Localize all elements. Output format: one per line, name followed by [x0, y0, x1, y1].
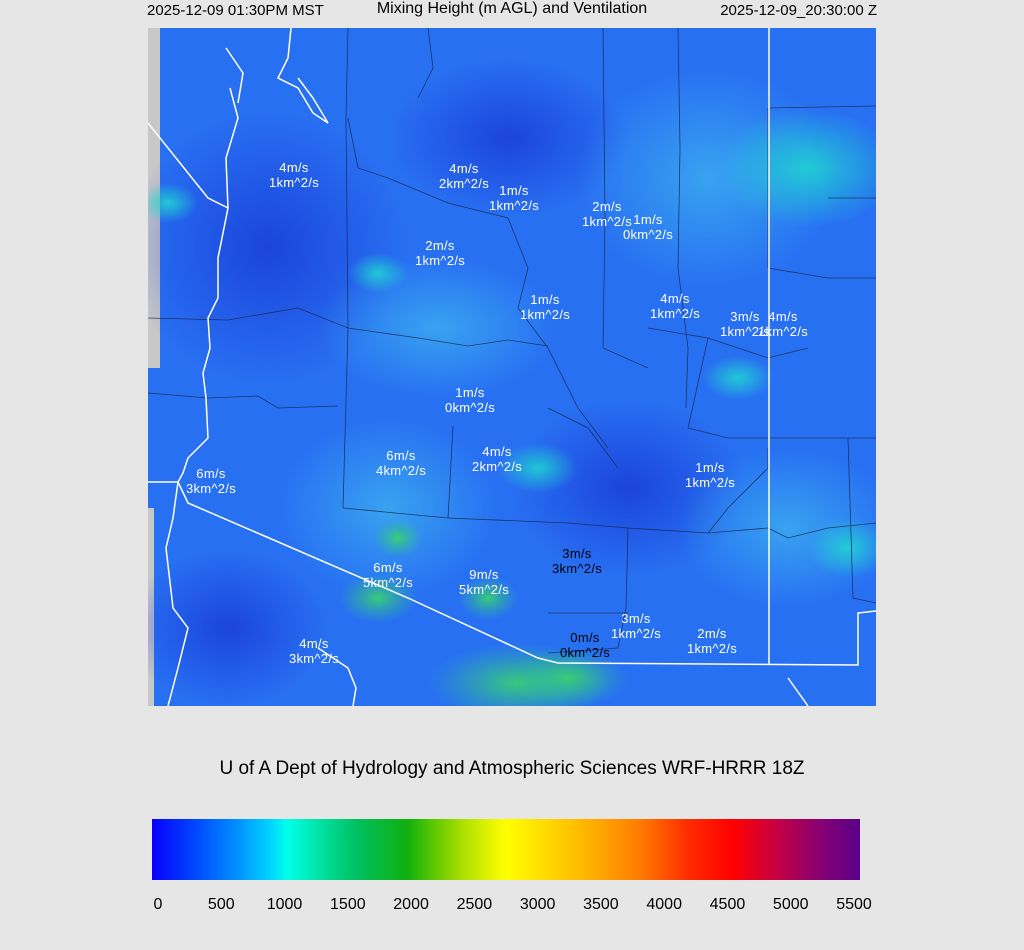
wind-speed-text: 4m/s	[279, 160, 309, 175]
ventilation-label	[685, 460, 735, 490]
ventilation-label	[472, 444, 522, 474]
ventilation-label	[363, 560, 413, 590]
ventilation-label	[445, 385, 495, 415]
ventilation-label	[650, 291, 700, 321]
colorbar-tick-label: 2000	[393, 896, 429, 913]
ventilation-rate-text: 2km^2/s	[438, 176, 490, 191]
ventilation-label	[376, 448, 426, 478]
ventilation-rate-text: 3km^2/s	[551, 561, 603, 576]
ventilation-rate-text: 1km^2/s	[649, 306, 701, 321]
ventilation-rate-text: 1km^2/s	[719, 324, 771, 339]
ventilation-rate-text: 5km^2/s	[458, 582, 510, 597]
wind-speed-text: 1m/s	[695, 460, 725, 475]
ventilation-label	[520, 292, 570, 322]
model-credit: U of A Dept of Hydrology and Atmospheric Sciences WRF-HRRR 18Z	[219, 758, 805, 779]
colorbar-tick-label: 4000	[646, 896, 682, 913]
wind-speed-text: 4m/s	[768, 309, 798, 324]
valid-time-local: 2025-12-09 01:30PM MST	[147, 2, 324, 19]
wind-speed-text: 4m/s	[449, 161, 479, 176]
ventilation-rate-text: 1km^2/s	[610, 626, 662, 641]
wind-speed-text: 4m/s	[660, 291, 690, 306]
wind-speed-text: 4m/s	[299, 636, 329, 651]
wind-speed-text: 1m/s	[499, 183, 529, 198]
wind-speed-text: 1m/s	[455, 385, 485, 400]
wind-speed-text: 1m/s	[633, 212, 663, 227]
ventilation-label	[186, 466, 236, 496]
ventilation-rate-text: 4km^2/s	[375, 463, 427, 478]
wind-speed-text: 2m/s	[425, 238, 455, 253]
ventilation-rate-text: 1km^2/s	[757, 324, 809, 339]
colorbar-tick-label: 4500	[709, 896, 746, 913]
wind-speed-text: 3m/s	[562, 546, 592, 561]
ventilation-label	[289, 636, 339, 666]
ventilation-rate-text: 1km^2/s	[414, 253, 466, 268]
wind-speed-text: 2m/s	[697, 626, 727, 641]
ventilation-label	[439, 161, 489, 191]
wind-speed-text: 6m/s	[373, 560, 403, 575]
ventilation-label	[269, 160, 319, 190]
wind-speed-text: 2m/s	[592, 199, 622, 214]
ventilation-label	[611, 611, 661, 641]
colorbar-tick-label: 3500	[583, 896, 619, 913]
ventilation-label	[687, 626, 737, 656]
wind-speed-text: 0m/s	[570, 630, 600, 645]
ventilation-rate-text: 1km^2/s	[268, 175, 320, 190]
ventilation-rate-text: 1km^2/s	[519, 307, 571, 322]
colorbar-tick-label: 500	[207, 896, 235, 913]
ventilation-label	[560, 630, 610, 660]
map-field	[148, 28, 876, 706]
colorbar-tick-label: 2500	[456, 896, 493, 913]
ventilation-rate-text: 2km^2/s	[471, 459, 523, 474]
ventilation-label	[415, 238, 465, 268]
map-title: Mixing Height (m AGL) and Ventilation	[376, 0, 648, 17]
mixing-height-colorbar	[152, 819, 860, 880]
colorbar-tick-label: 0	[153, 896, 163, 913]
wind-speed-text: 1m/s	[530, 292, 560, 307]
ventilation-rate-text: 5km^2/s	[362, 575, 414, 590]
ventilation-label	[459, 567, 509, 597]
ventilation-rate-text: 3km^2/s	[185, 481, 237, 496]
wind-speed-text: 9m/s	[469, 567, 499, 582]
ventilation-rate-text: 1km^2/s	[686, 641, 738, 656]
wind-speed-text: 3m/s	[621, 611, 651, 626]
mixing-height-map	[148, 28, 876, 706]
ventilation-rate-text: 1km^2/s	[684, 475, 736, 490]
valid-time-utc: 2025-12-09_20:30:00 Z	[720, 2, 877, 19]
colorbar-tick-label: 1500	[330, 896, 366, 913]
ventilation-rate-text: 0km^2/s	[444, 400, 496, 415]
ventilation-label	[758, 309, 808, 339]
wind-speed-text: 3m/s	[730, 309, 760, 324]
colorbar-tick-label: 5000	[772, 896, 809, 913]
ventilation-label	[489, 183, 539, 213]
ventilation-rate-text: 1km^2/s	[488, 198, 540, 213]
ventilation-label	[552, 546, 602, 576]
wind-speed-text: 4m/s	[482, 444, 512, 459]
ventilation-label	[623, 212, 673, 242]
colorbar-tick-label: 1000	[266, 896, 303, 913]
ventilation-rate-text: 0km^2/s	[559, 645, 611, 660]
ventilation-rate-text: 0km^2/s	[622, 227, 674, 242]
ventilation-rate-text: 3km^2/s	[288, 651, 340, 666]
wind-speed-text: 6m/s	[386, 448, 416, 463]
colorbar-tick-label: 5500	[836, 896, 872, 913]
ventilation-rate-text: 1km^2/s	[581, 214, 633, 229]
wind-speed-text: 6m/s	[196, 466, 226, 481]
colorbar-tick-label: 3000	[519, 896, 556, 913]
